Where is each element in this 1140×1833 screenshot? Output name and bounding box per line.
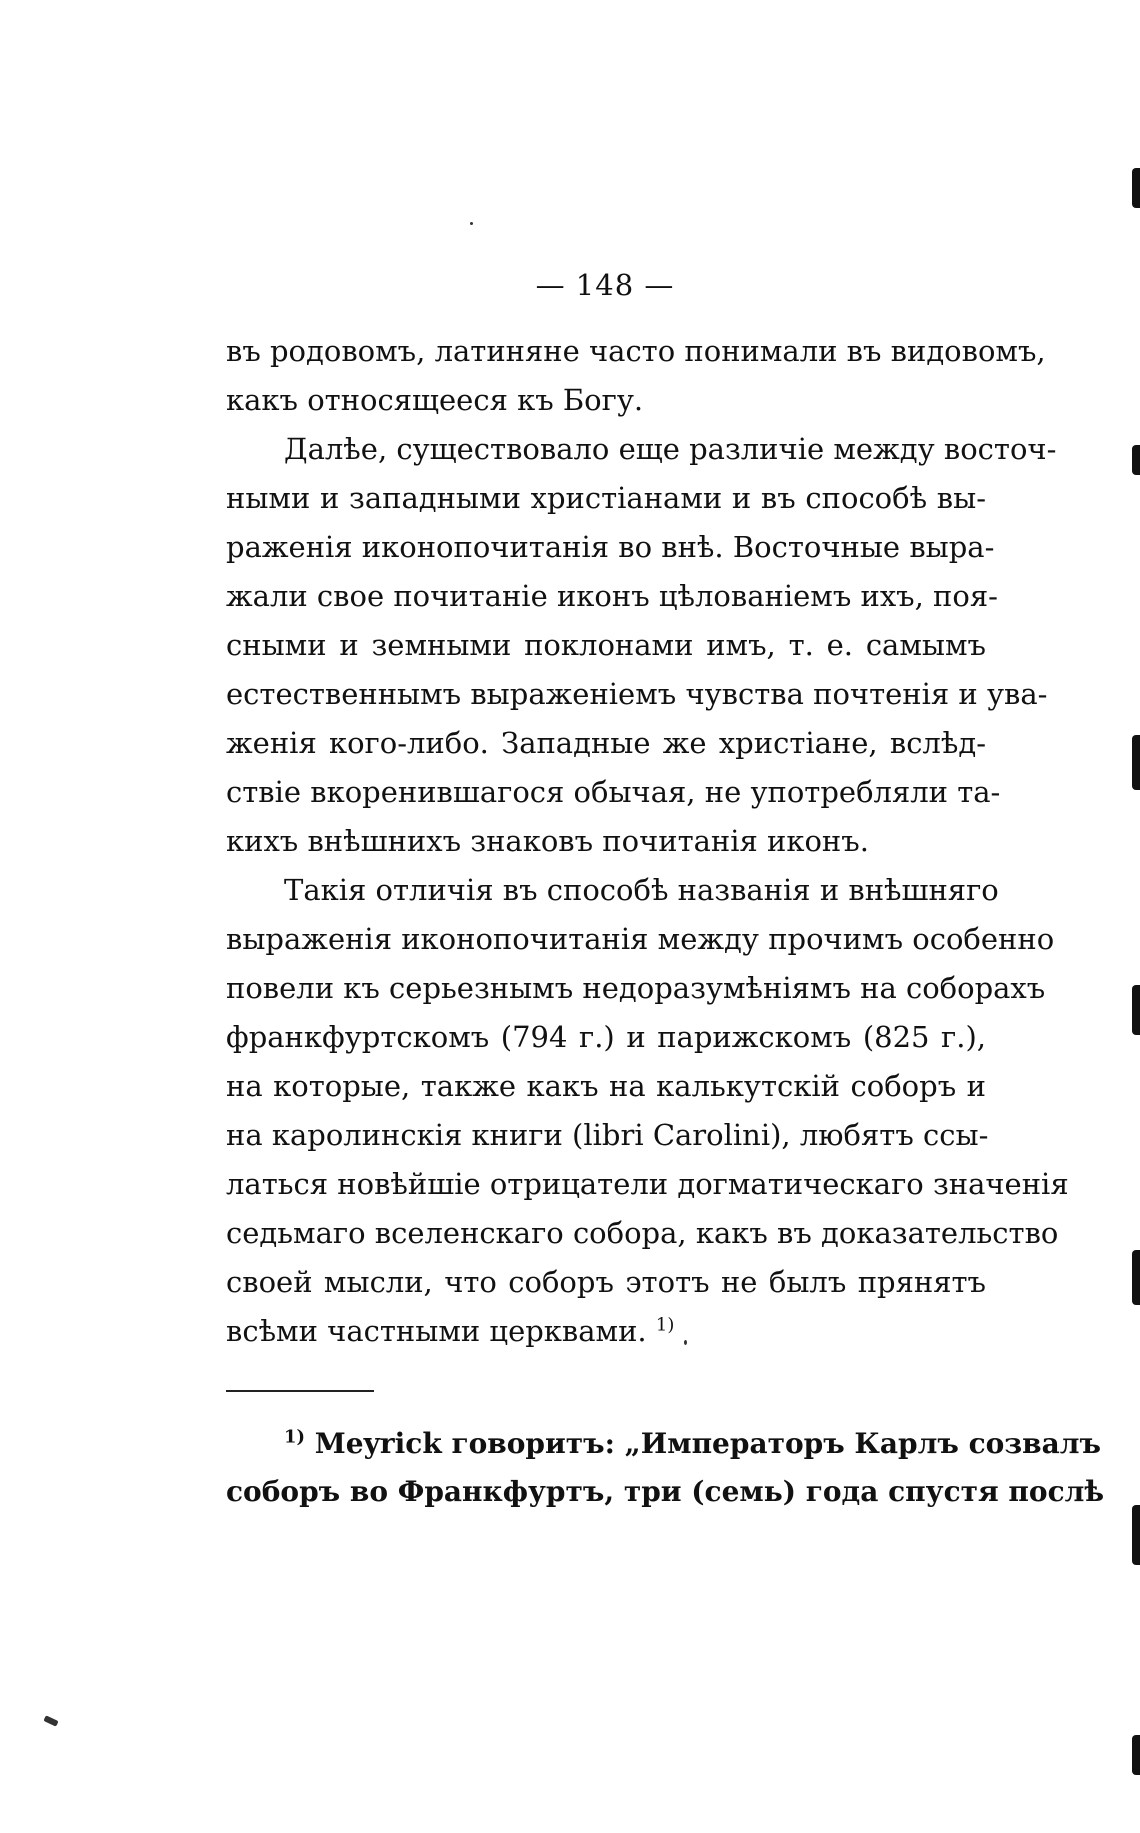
footnote-line-content: Meyrick говоритъ: „Императоръ Карлъ созвалъ xyxy=(314,1427,1101,1460)
text-line: на которые, также какъ на калькутскій соборъ и xyxy=(226,1069,986,1103)
text-line: Далѣе, существовало еще различіе между восточ- xyxy=(284,432,1057,466)
text-line: Такія отличія въ способѣ названія и внѣшняго xyxy=(284,873,999,907)
text-line: франкфуртскомъ (794 г.) и парижскомъ (825 г.), xyxy=(226,1020,986,1054)
scan-edge-mark xyxy=(1132,1505,1140,1565)
footnote-reference[interactable]: 1) xyxy=(655,1314,675,1336)
text-line: кихъ внѣшнихъ знаковъ почитанія иконъ. xyxy=(226,824,869,858)
footnote-marker: 1) xyxy=(284,1426,306,1448)
footnote-separator xyxy=(226,1390,374,1392)
text-line: седьмаго вселенскаго собора, какъ въ доказательство xyxy=(226,1216,1059,1250)
text-line: выраженія иконопочитанія между прочимъ особенно xyxy=(226,922,1055,956)
footnote-line xyxy=(226,1420,1101,1468)
text-line: сными и земными поклонами имъ, т. е. самымъ xyxy=(226,628,986,662)
text-line: ствіе вкоренившагося обычая, не употребляли та- xyxy=(226,775,1001,809)
page-number: — 148 — xyxy=(535,268,675,302)
text-line: какъ относящееся къ Богу. xyxy=(226,383,644,417)
scan-speck xyxy=(470,222,473,225)
scan-edge-mark xyxy=(1132,1250,1140,1305)
scan-edge-mark xyxy=(1132,735,1140,790)
text-line: ными и западными христіанами и въ способѣ вы- xyxy=(226,481,986,515)
text-line: жали свое почитаніе иконъ цѣлованіемъ ихъ, поя- xyxy=(226,579,998,613)
text-line xyxy=(226,1307,986,1356)
text-line: повели къ серьезнымъ недоразумѣніямъ на соборахъ xyxy=(226,971,1046,1005)
scan-edge-mark xyxy=(1132,985,1140,1035)
scan-edge-mark xyxy=(1132,1735,1140,1775)
text-line: своей мысли, что соборъ этотъ не былъ прянятъ xyxy=(226,1265,986,1299)
footnote xyxy=(226,1420,1105,1516)
footnote-line: соборъ во Франкфуртъ, три (семь) года спустя послѣ xyxy=(226,1475,1105,1508)
scan-speck xyxy=(684,1340,687,1345)
text-line: раженія иконопочитанія во внѣ. Восточные выра- xyxy=(226,530,995,564)
text-line: въ родовомъ, латиняне часто понимали въ видовомъ, xyxy=(226,334,1046,368)
scan-speck xyxy=(43,1715,58,1726)
text-line: женія кого-либо. Западные же христіане, вслѣд- xyxy=(226,726,986,760)
text-line: латься новѣйшіе отрицатели догматическаго значенія xyxy=(226,1167,1069,1201)
scan-edge-mark xyxy=(1132,168,1140,208)
text-line: на каролинскія книги (libri Carolini), любятъ ссы- xyxy=(226,1118,989,1152)
scan-edge-mark xyxy=(1132,445,1140,475)
text-line-content: всѣми частными церквами. xyxy=(226,1314,647,1348)
text-line: естественнымъ выраженіемъ чувства почтенія и ува- xyxy=(226,677,1048,711)
body-text xyxy=(226,327,1069,1356)
